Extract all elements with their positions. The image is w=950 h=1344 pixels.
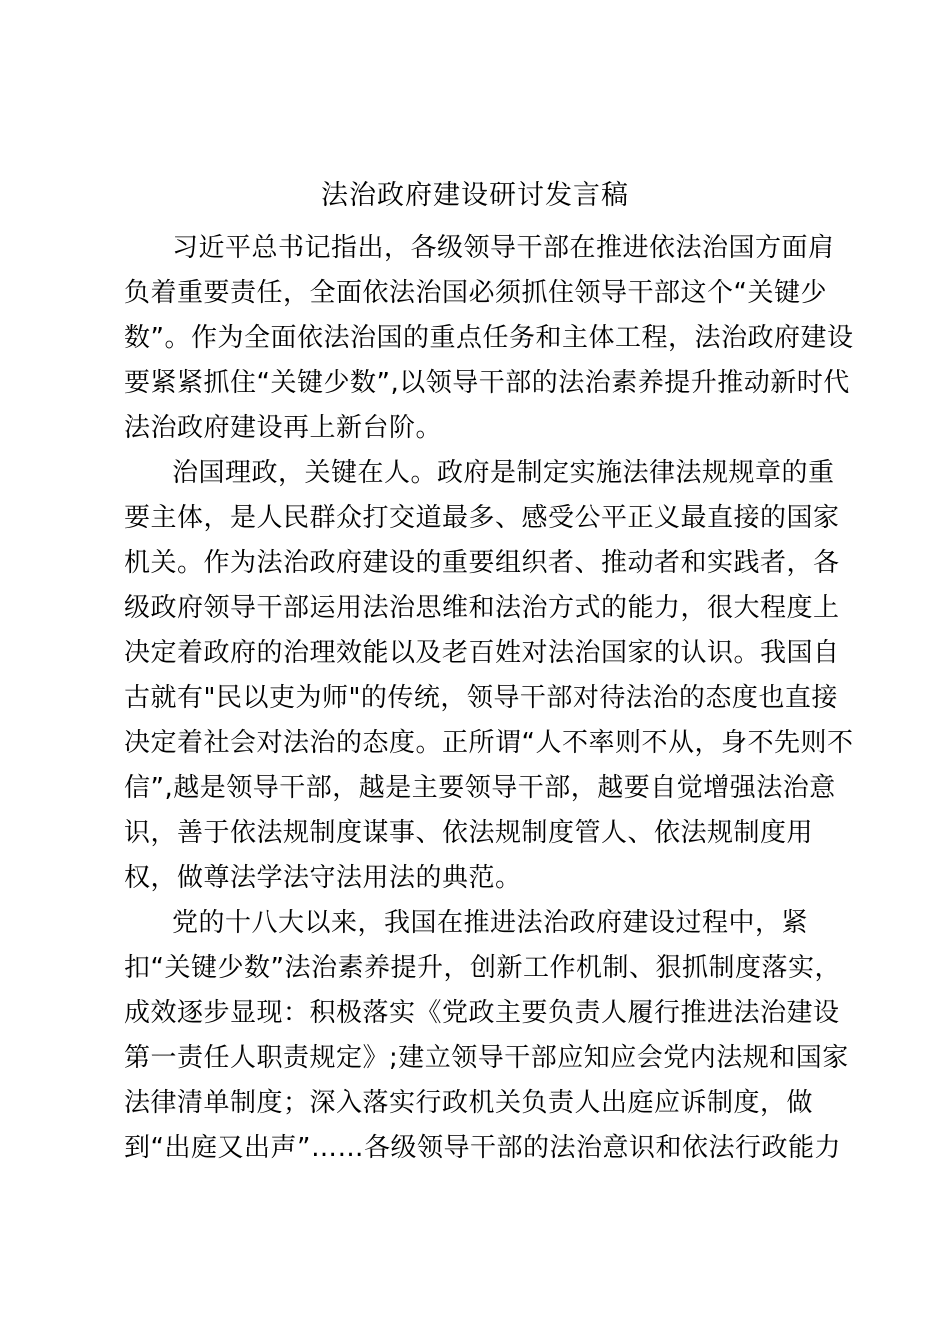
paragraph-2-line-7: 决定着社会对法治的态度。正所谓“人不率则不从，身不先则不 (124, 728, 854, 758)
document-title: 法治政府建设研讨发言稿 (321, 180, 629, 211)
paragraph-2-line-6: 古就有"民以吏为师"的传统，领导干部对待法治的态度也直接 (124, 683, 838, 713)
paragraph-3-line-3: 成效逐步显现：积极落实《党政主要负责人履行推进法治建设 (124, 998, 840, 1028)
paragraph-1-line-2: 负着重要责任，全面依法治国必须抓住领导干部这个“关键少 (124, 278, 827, 308)
paragraph-2-line-4: 级政府领导干部运用法治思维和法治方式的能力，很大程度上 (124, 593, 840, 623)
paragraph-1-line-5: 法治政府建设再上新台阶。 (124, 413, 443, 443)
paragraph-2-line-10: 权，做尊法学法守法用法的典范。 (124, 863, 522, 893)
paragraph-2-line-3: 机关。作为法治政府建设的重要组织者、推动者和实践者，各 (124, 548, 840, 578)
paragraph-3-line-2: 扣“关键少数”法治素养提升，创新工作机制、狠抓制度落实， (124, 953, 841, 983)
paragraph-2-line-5: 决定着政府的治理效能以及老百姓对法治国家的认识。我国自 (124, 638, 840, 668)
paragraph-1-line-4: 要紧紧抓住“关键少数”,以领导干部的法治素养提升推动新时代 (124, 368, 850, 398)
paragraph-3-line-5: 法律清单制度；深入落实行政机关负责人出庭应诉制度，做 (124, 1088, 814, 1118)
paragraph-3-line-6: 到“出庭又出声”……各级领导干部的法治意识和依法行政能力 (124, 1133, 841, 1163)
paragraph-2-line-8: 信”,越是领导干部，越是主要领导干部，越要自觉增强法治意 (124, 773, 836, 803)
paragraph-3-line-1: 党的十八大以来，我国在推进法治政府建设过程中，紧 (172, 908, 809, 938)
paragraph-1-line-3: 数”。作为全面依法治国的重点任务和主体工程，法治政府建设 (124, 323, 854, 353)
paragraph-1-line-1: 习近平总书记指出，各级领导干部在推进依法治国方面肩 (172, 233, 835, 263)
paragraph-2-line-1: 治国理政，关键在人。政府是制定实施法律法规规章的重 (172, 458, 835, 488)
paragraph-3-line-4: 第一责任人职责规定》;建立领导干部应知应会党内法规和国家 (124, 1043, 849, 1073)
paragraph-2-line-9: 识，善于依法规制度谋事、依法规制度管人、依法规制度用 (124, 818, 814, 848)
paragraph-2-line-2: 要主体，是人民群众打交道最多、感受公平正义最直接的国家 (124, 503, 840, 533)
